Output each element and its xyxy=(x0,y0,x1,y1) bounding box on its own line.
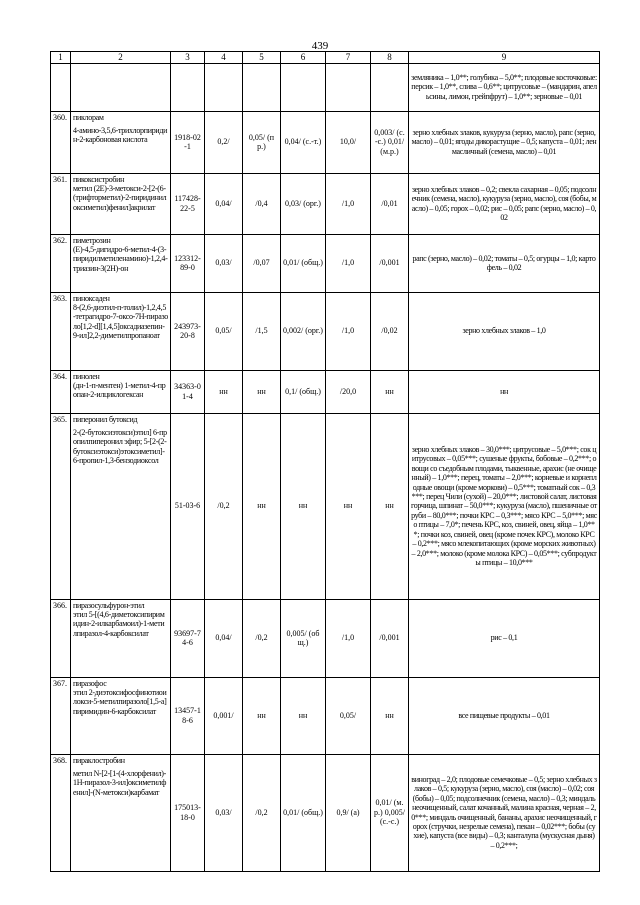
air-limit: /0,001 xyxy=(371,234,409,292)
row-number: 366. xyxy=(51,599,71,677)
air-limit: нн xyxy=(371,370,409,413)
water-limit: 0,1/ (общ.) xyxy=(281,370,326,413)
soil-limit: нн xyxy=(326,413,371,599)
food-limits: зерно хлебных злаков – 30,0***; цитрусовые – 5,0***; сок цитрусовых – 0,05***; сушеные фрукты, бобовые – 0,2***; овощи со съедобным плодами, тыквенные, арахис (не очищенный) – 1,0***; перец, томаты – 2,0***; корневые и корнеплодные овощи (кроме моркови) – 0,5***; томатный сок – 0,3***; перец Чили (сухой) – 20,0***; листовой салат, листовая горчица, шпинат – 50,0***; кукуруза (масло), пшеничные отруби – 80,0***; почки КРС – 0,3***; мясо КРС – 5,0***; мясо птицы – 7,0*; печень КРС, коз, свиней, овец, яйца – 1,0***; почки коз, свиней, овец (кроме почек КРС), молоко КРС – 0,2***; мясо млекопитающих (кроме морских животных) – 2,0***; молоко (кроме молока КРС) – 0,05***; субпродукты птицы – 10,0*** xyxy=(409,413,600,599)
row-number: 367. xyxy=(51,677,71,754)
workzone-limit: /0,2 xyxy=(243,599,281,677)
page-number: 439 xyxy=(311,40,329,52)
header-cell: 6 xyxy=(281,52,326,64)
food-limits: рис – 0,1 xyxy=(409,599,600,677)
header-cell: 8 xyxy=(371,52,409,64)
adi-value: /0,2 xyxy=(205,413,243,599)
header-cell: 2 xyxy=(71,52,171,64)
water-limit: 0,01/ (общ.) xyxy=(281,234,326,292)
adi-value: 0,05/ xyxy=(205,292,243,370)
table-row xyxy=(51,370,600,413)
cas-number: 1918-02-1 xyxy=(171,111,205,173)
water-limit: 0,01/ (общ.) xyxy=(281,754,326,871)
cas-number: 175013-18-0 xyxy=(171,754,205,871)
chemical-formula: этил 2-диэтоксифосфинотиоилокси-5-метилпиразоло[1,5-а]пиримидин-6-карбоксилат xyxy=(73,688,167,716)
cas-number: 243973-20-8 xyxy=(171,292,205,370)
air-limit: нн xyxy=(371,413,409,599)
chemical-formula: 4-амино-3,5,6-трихлорпиридин-2-карбоновая кислота xyxy=(73,126,168,145)
workzone-limit: /1,5 xyxy=(243,292,281,370)
adi-value: 0,04/ xyxy=(205,599,243,677)
workzone-limit: нн xyxy=(243,370,281,413)
row-number: 363. xyxy=(51,292,71,370)
air-limit: /0,01 xyxy=(371,173,409,234)
cas-number: 93697-74-6 xyxy=(171,599,205,677)
cas-number: 13457-18-6 xyxy=(171,677,205,754)
food-limits: зерно хлебных злаков, кукуруза (зерно, масло), рапс (зерно, масло) – 0,01; ягоды дикорастущие – 0,5; капуста – 0,01; лен масличный (семена, масло) – 0,01 xyxy=(409,111,600,173)
water-limit: 0,03/ (орг.) xyxy=(281,173,326,234)
workzone-limit: нн xyxy=(243,413,281,599)
workzone-limit: 0,05/ (пр.) xyxy=(243,111,281,173)
chemical-formula: (Е)-4,5-дигидро-6-метил-4-(3-пиридилметиленамино)-1,2,4-триазин-3(2Н)-он xyxy=(73,245,168,273)
header-row xyxy=(51,52,600,64)
food-limits: зерно хлебных злаков – 0,2; свекла сахарная – 0,05; подсолнечник (семена, масло), кукуруза (зерно, масло), соя (бобы, масло) – 0,05; горох – 0,02; рис – 0,05; рапс (зерно, масло) – 0,02 xyxy=(409,173,600,234)
row-number: 360. xyxy=(51,111,71,173)
table-row xyxy=(51,173,600,234)
soil-limit: /1,0 xyxy=(326,599,371,677)
soil-limit: /1,0 xyxy=(326,173,371,234)
header-cell: 7 xyxy=(326,52,371,64)
water-limit: 0,04/ (с.-т.) xyxy=(281,111,326,173)
workzone-limit: нн xyxy=(243,677,281,754)
workzone-limit: /0,4 xyxy=(243,173,281,234)
substance-name: пираклостробин xyxy=(73,755,125,765)
substance-name: пиразосульфурон-этил xyxy=(73,600,145,610)
water-limit: нн xyxy=(281,413,326,599)
adi-value: 0,03/ xyxy=(205,234,243,292)
food-limits: все пищевые продукты – 0,01 xyxy=(409,677,600,754)
air-limit: /0,001 xyxy=(371,599,409,677)
cas-number: 117428-22-5 xyxy=(171,173,205,234)
substance-name: пиперонил бутоксид xyxy=(73,414,138,424)
adi-value: 0,2/ xyxy=(205,111,243,173)
table-row xyxy=(51,754,600,871)
table-row xyxy=(51,234,600,292)
header-cell: 3 xyxy=(171,52,205,64)
row-number: 362. xyxy=(51,234,71,292)
substance-name: пиметрозин xyxy=(73,235,111,245)
air-limit: 0,003/ (с.-с.) 0,01/ (м.р.) xyxy=(371,111,409,173)
soil-limit: /1,0 xyxy=(326,292,371,370)
substance-name: пикоксистробин xyxy=(73,174,125,184)
chemical-formula: этил 5-[(4,6-диметоксипиримидин-2-илкарбамоил)-1-метилпиразол-4-карбоксилат xyxy=(73,610,165,638)
food-limits: зерно хлебных злаков – 1,0 xyxy=(409,292,600,370)
chemical-formula: 8-(2,6-диэтил-п-толил)-1,2,4,5-тетрагидро-7-оксо-7Н-пиразоло[1,2-d][1,4,5]оксадиазепин-9-ил]2,2-диметилпропаноат xyxy=(73,303,168,341)
air-limit: /0,02 xyxy=(371,292,409,370)
substance-name: пинолен xyxy=(73,371,100,381)
air-limit: 0,01/ (м.р.) 0,005/ (с.-с.) xyxy=(371,754,409,871)
regulation-table xyxy=(50,51,600,872)
water-limit: 0,005/ (общ.) xyxy=(281,599,326,677)
soil-limit: 0,9/ (а) xyxy=(326,754,371,871)
adi-value: 0,001/ xyxy=(205,677,243,754)
table-row-continuation xyxy=(51,63,600,111)
soil-limit: 10,0/ xyxy=(326,111,371,173)
adi-value: 0,03/ xyxy=(205,754,243,871)
row-number: 365. xyxy=(51,413,71,599)
table-row xyxy=(51,413,600,599)
soil-limit: 0,05/ xyxy=(326,677,371,754)
row-number: 368. xyxy=(51,754,71,871)
adi-value: 0,04/ xyxy=(205,173,243,234)
header-cell: 1 xyxy=(51,52,71,64)
table-row xyxy=(51,111,600,173)
chemical-formula: (дн-1-п-ментен) 1-метил-4-пропан-2-илциклогексан xyxy=(73,381,166,400)
water-limit: 0,002/ (орг.) xyxy=(281,292,326,370)
header-cell: 9 xyxy=(409,52,600,64)
substance-name: пиноксаден xyxy=(73,293,110,303)
cas-number: 34363-01-4 xyxy=(171,370,205,413)
row-number: 364. xyxy=(51,370,71,413)
table-row xyxy=(51,677,600,754)
food-limits: земляника – 1,0**; голубика – 5,0**; плодовые косточковые: персик – 1,0**, слива – 0,6**; цитрусовые – (мандарин, апельсины, лимон, грейпфрут) – 1,0**; зерновые – 0,01 xyxy=(409,63,600,111)
food-limits: рапс (зерно, масло) – 0,02; томаты – 0,5; огурцы – 1,0; картофель – 0,02 xyxy=(409,234,600,292)
soil-limit: /20,0 xyxy=(326,370,371,413)
chemical-formula: метил N-[2-[1-(4-хлорфенил)-1Н-пиразол-3-ил]оксиметилфенил]-(N-метокси)карбамат xyxy=(73,769,167,797)
header-cell: 5 xyxy=(243,52,281,64)
soil-limit: /1,0 xyxy=(326,234,371,292)
cas-number: 51-03-6 xyxy=(171,413,205,599)
cas-number: 123312-89-0 xyxy=(171,234,205,292)
chemical-formula: метил (2Е)-3-метокси-2-[2-(6-(трифторметил)-2-пиридинилоксиметил)фенил]акрилат xyxy=(73,184,167,212)
water-limit: нн xyxy=(281,677,326,754)
table-row xyxy=(51,292,600,370)
substance-name: пиклорам xyxy=(73,112,104,122)
header-cell: 4 xyxy=(205,52,243,64)
substance-name: пиразофос xyxy=(73,678,107,688)
food-limits: нн xyxy=(409,370,600,413)
food-limits: виноград – 2,0; плодовые семечковые – 0,5; зерно хлебных злаков – 0,5; кукуруза (зерно, масло), соя (масло) – 0,02; соя (бобы) – 0,05; подсолнечник (семена, масло) – 0,3; миндаль неочищенный, салат кочанный, малина красная, черная – 2,0***; миндаль очищенный, бананы, арахис неочищенный, горох (стручки, незрелые семена), пекан – 0,02***; бобы (сухие), капуста (все виды) – 0,3; канталупа (мускусная дыня) – 0,2***; xyxy=(409,754,600,871)
table-row xyxy=(51,599,600,677)
workzone-limit: /0,07 xyxy=(243,234,281,292)
row-number: 361. xyxy=(51,173,71,234)
workzone-limit: /0,2 xyxy=(243,754,281,871)
air-limit: нн xyxy=(371,677,409,754)
adi-value: нн xyxy=(205,370,243,413)
chemical-formula: 2-(2-бутоксиэтокси)этил] 6-пропилпиперонил эфир; 5-[2-(2-бутоксиэтокси)этоксиметил]-6-пропил-1,3-бензодиоксол xyxy=(73,428,167,466)
